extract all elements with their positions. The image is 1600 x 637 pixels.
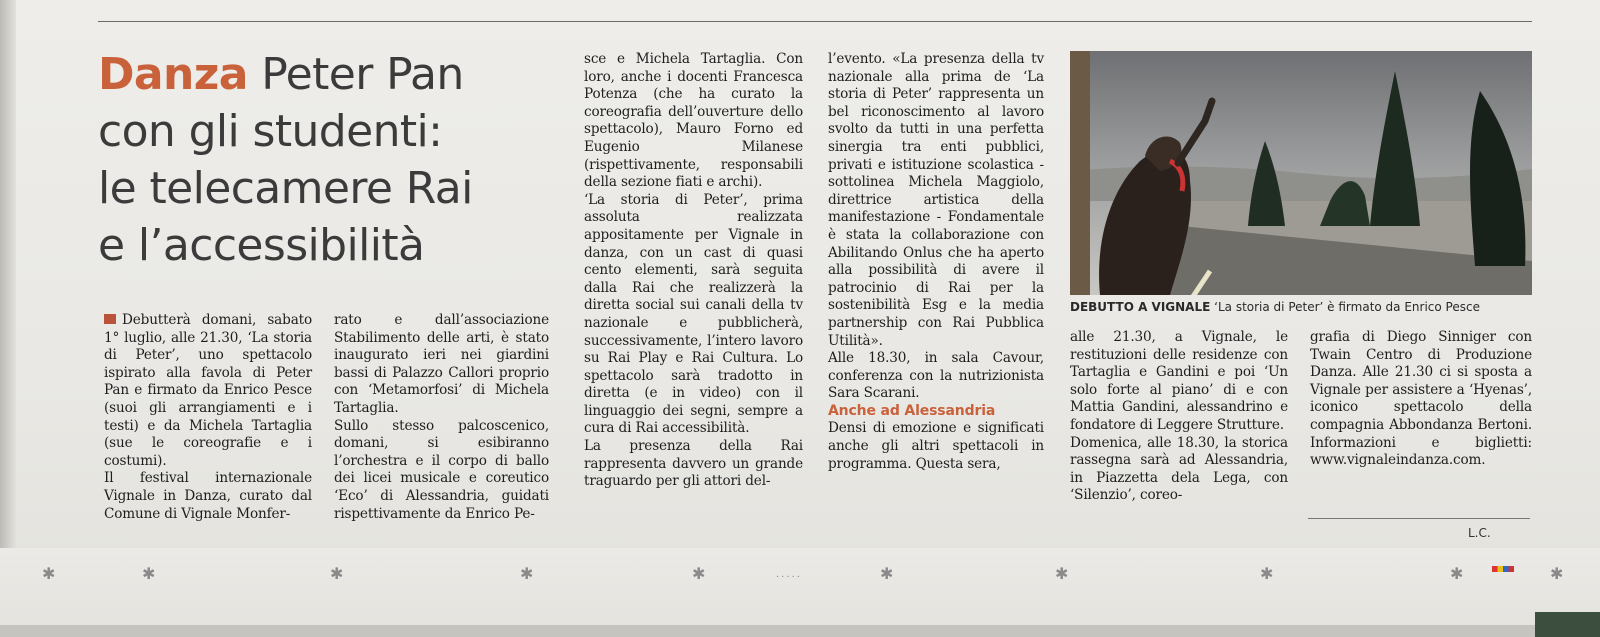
article-column-5 [1070,329,1288,505]
article-column-1 [104,312,312,523]
registration-mark-icon: ✱ [42,564,56,583]
lead-square-icon [104,314,116,324]
column-4-subhead: Anche ad Alessandria [828,402,996,419]
headline-line-1: Peter Pan [261,49,464,100]
caption-lead: DEBUTTO A VIGNALE [1070,300,1211,314]
column-6-text: grafia di Diego Sinniger con Twain Centro di Produzione Danza. Alle 21.30 ci si sposta a Vignale per assistere a ‘Hyenas’, iconico spettacolo della compagnia Abbondanza Bertoni. Informazioni e biglietti: www.vignaleindanza.com. [1310,329,1532,469]
column-5-text: alle 21.30, a Vignale, le restituzioni delle residenze con Tartaglia e Gandini e poi ‘Un solo forte al piano’ di e con Mattia Gandini, alessandrino e fondatore di Leggere Strutture. Domenica, alle 18.30, la storica rassegna sarà ad Alessandria, in Piazzetta dela Lega, con ‘Silenzio’, coreo- [1070,329,1288,504]
top-rule [98,21,1532,22]
registration-mark-icon: ✱ [1450,564,1464,583]
registration-mark-icon: ✱ [692,564,706,583]
photo-caption [1070,300,1532,314]
background-corner [1535,612,1600,637]
headline-line-2: con gli studenti: [98,106,443,157]
article-column-4 [828,51,1044,473]
column-1-text: Debutterà domani, sabato 1° luglio, alle 21.30, ‘La storia di Peter’, uno spettacolo ispirato alla favola di Peter Pan e firmato da Enrico Pesce (suoi gli arrangiamenti e i testi) e da Michela Tartaglia (sue le coreografie e i costumi). Il festival internazionale Vignale in Danza, curato dal Comune di Vignale Monfer- [104,312,312,522]
headline-kicker: Danza [98,49,248,100]
column-4-text: l’evento. «La presenza della tv nazionale alla prima de ‘La storia di Peter’ rappresenta un bel riconoscimento al lavoro svolto da tutti in una perfetta sinergia tra enti pubblici, privati e istituzione scolastica - sottolinea Michela Maggiolo, direttrice artistica della manifestazione - Fondamentale è stata la collaborazione con Abilitando Onlus che ha aperto alla possibilità di avere il patrocinio di Rai per la sostenibilità Esg e la media partnership con Rai Pubblica Utilità». Alle 18.30, in sala Cavour, conferenza con la nutrizionista Sara Scarani. [828,51,1044,402]
page-footer-strip [0,548,1600,637]
photo-scene-image [1070,51,1532,295]
article-photo [1070,51,1532,295]
column-3-text: sce e Michela Tartaglia. Con loro, anche i docenti Francesca Potenza (che ha curato la coreografia dell’ouverture dello spettacolo), Mauro Forno ed Eugenio Milanese (rispettivamente, responsabili della sezione fiati e archi). ‘La storia di Peter’, prima assoluta realizzata appositamente per Vignale in danza, con un cast di quasi cento elementi, sarà seguita dalla Rai che realizzerà la diretta social sui canali della tv nazionale e pubblicherà, successivamente, l’intero lavoro su Rai Play e Rai Cultura. Lo spettacolo sarà tradotto in diretta (e in video) con il linguaggio dei segni, sempre a cura di Rai accessibilità. La presenza della Rai rappresenta davvero un grande traguardo per gli attori del- [584,51,803,490]
column-4-text-after: Densi di emozione e significati anche gli altri spettacoli in programma. Questa sera, [828,420,1044,472]
registration-mark-icon: ✱ [520,564,534,583]
column-2-text: rato e dall’associazione Stabilimento delle arti, è stato inaugurato ieri nei giardini bassi di Palazzo Callori proprio con ‘Metamorfosi’ di Michela Tartaglia. Sullo stesso palcoscenico, domani, si esibiranno l’orchestra e il corpo di ballo dei licei musicale e coreutico ‘Eco’ di Alessandria, guidati rispettivamente da Enrico Pe- [334,312,549,522]
registration-mark-icon: ✱ [1260,564,1274,583]
article-column-3 [584,51,803,491]
registration-mark-icon: ✱ [142,564,156,583]
author-signature: L.C. [1468,526,1491,540]
page-edge-shadow [0,0,16,637]
article-column-6 [1310,329,1532,470]
headline-line-4: e l’accessibilità [98,220,425,271]
registration-mark-icon: ✱ [880,564,894,583]
article-headline [98,46,538,274]
caption-text: ‘La storia di Peter’ è firmato da Enrico Pesce [1214,300,1480,314]
registration-mark-icon: ✱ [330,564,344,583]
signature-rule [1308,518,1530,519]
color-calibration-bar [1492,566,1514,572]
registration-mark-icon: ✱ [1550,564,1564,583]
article-column-2 [334,312,549,523]
dotted-mark-icon: ····· [776,572,802,583]
headline-line-3: le telecamere Rai [98,163,473,214]
page-bottom-edge [0,625,1600,637]
registration-mark-icon: ✱ [1055,564,1069,583]
